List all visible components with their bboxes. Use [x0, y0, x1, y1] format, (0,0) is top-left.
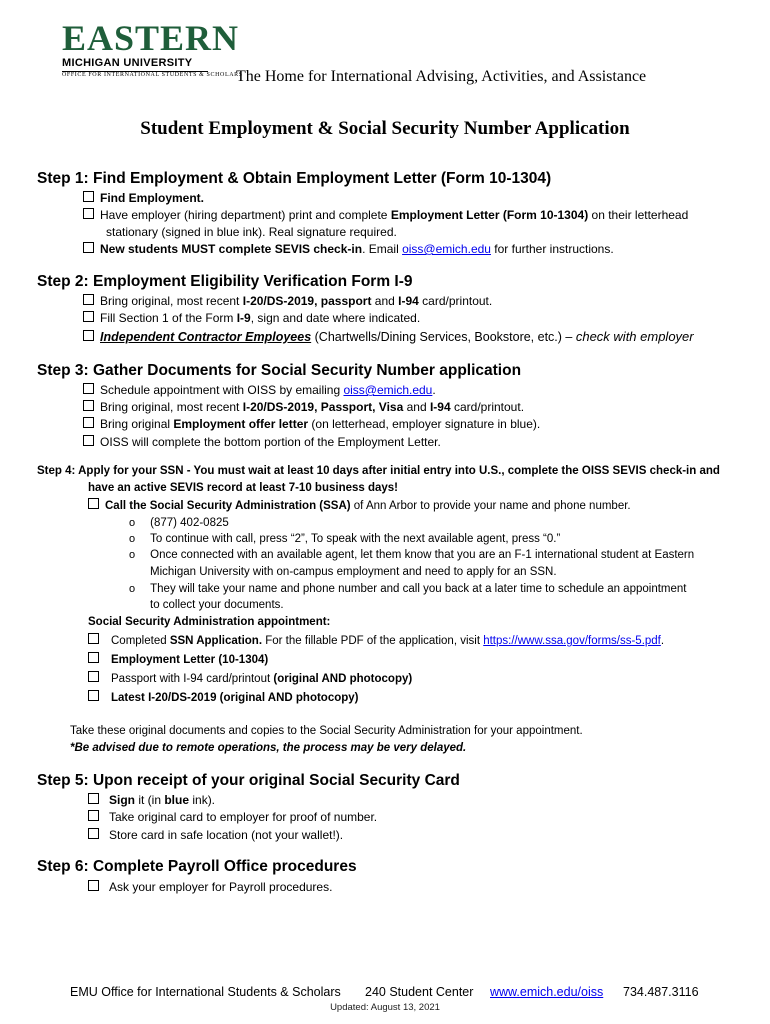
checkbox-icon	[88, 652, 99, 663]
step4-heading: Step 4: Apply for your SSN - You must wait at least 10 days after initial entry into U.S., complete the OISS SEVIS check-in and	[37, 465, 720, 477]
checkbox-icon	[88, 880, 99, 891]
page-title: Student Employment & Social Security Number Application	[140, 118, 630, 139]
step3-item: Bring original Employment offer letter (on letterhead, employer signature in blue).	[83, 416, 540, 433]
step1-heading: Step 1: Find Employment & Obtain Employment Letter (Form 10-1304)	[37, 170, 552, 187]
step5-item: Take original card to employer for proof of number.	[88, 809, 377, 826]
checkbox-icon	[88, 498, 99, 509]
ssa-form-link[interactable]: https://www.ssa.gov/forms/ss-5.pdf	[483, 635, 661, 647]
step2-item: Bring original, most recent I-20/DS-2019, passport and I-94 card/printout.	[83, 293, 492, 310]
step5-item: Store card in safe location (not your wallet!).	[88, 827, 343, 844]
footer-website-link[interactable]: www.emich.edu/oiss	[490, 985, 604, 999]
step2-heading: Step 2: Employment Eligibility Verification Form I-9	[37, 273, 413, 290]
checkbox-icon	[83, 330, 94, 341]
step3-heading: Step 3: Gather Documents for Social Security Number application	[37, 362, 522, 379]
step5-heading: Step 5: Upon receipt of your original Social Security Card	[37, 772, 460, 789]
step1-item: Have employer (hiring department) print and complete Employment Letter (Form 10-1304) on their letterhead	[83, 207, 688, 224]
step3-item: OISS will complete the bottom portion of the Employment Letter.	[83, 434, 441, 451]
checkbox-icon	[83, 383, 94, 394]
checkbox-icon	[83, 242, 94, 253]
step4-call: Call the Social Security Administration (SSA) of Ann Arbor to provide your name and phone number.	[88, 498, 631, 515]
checkbox-icon	[83, 400, 94, 411]
appointment-doc: Completed SSN Application. For the fillable PDF of the application, visit https://www.ssa.gov/forms/ss-5.pdf.	[88, 633, 664, 650]
appointment-doc: Passport with I-94 card/printout (original AND photocopy)	[88, 671, 412, 688]
step4-sub-cont: to collect your documents.	[150, 599, 284, 611]
checkbox-icon	[88, 810, 99, 821]
step2-item: Fill Section 1 of the Form I-9, sign and date where indicated.	[83, 310, 420, 327]
checkbox-icon	[83, 417, 94, 428]
step3-item: Bring original, most recent I-20/DS-2019, Passport, Visa and I-94 card/printout.	[83, 399, 524, 416]
checkbox-icon	[88, 690, 99, 701]
email-link[interactable]: oiss@emich.edu	[343, 383, 433, 397]
logo-subtitle: MICHIGAN UNIVERSITY	[62, 57, 193, 69]
email-link[interactable]: oiss@emich.edu	[402, 242, 491, 256]
appointment-doc: Latest I-20/DS-2019 (original AND photocopy)	[88, 690, 359, 707]
logo-office: OFFICE FOR INTERNATIONAL STUDENTS & SCHOLARS	[62, 72, 243, 78]
footer-phone: 734.487.3116	[623, 985, 699, 999]
checkbox-icon	[88, 633, 99, 644]
step4-sub: o They will take your name and phone number and call you back at a later time to schedule an appointment	[129, 583, 687, 595]
appointment-doc: Employment Letter (10-1304)	[88, 652, 268, 669]
step4-sub: o (877) 402-0825	[129, 517, 229, 529]
circle-bullet-icon: o	[129, 533, 136, 545]
checkbox-icon	[83, 435, 94, 446]
circle-bullet-icon: o	[129, 583, 136, 595]
checkbox-icon	[88, 671, 99, 682]
updated-date: Updated: August 13, 2021	[330, 1002, 440, 1013]
step1-item-cont: stationary (signed in blue ink). Real signature required.	[106, 225, 397, 239]
checkbox-icon	[88, 793, 99, 804]
circle-bullet-icon: o	[129, 549, 136, 561]
step1-item: New students MUST complete SEVIS check-in. Email oiss@emich.edu for further instructions.	[83, 241, 614, 258]
checkbox-icon	[88, 828, 99, 839]
step4-note: Take these original documents and copies to the Social Security Administration for your appointment.	[70, 725, 583, 737]
step4-sub: o To continue with call, press “2”, To speak with the next available agent, press “0.”	[129, 533, 561, 545]
step4-sub: o Once connected with an available agent, let them know that you are an F-1 international student at Eastern	[129, 549, 695, 561]
step1-item: Find Employment.	[83, 190, 204, 207]
tagline: The Home for International Advising, Activities, and Assistance	[236, 68, 647, 85]
step6-heading: Step 6: Complete Payroll Office procedures	[37, 858, 357, 875]
step2-item: Independent Contractor Employees (Chartwells/Dining Services, Bookstore, etc.) – check with employer	[83, 328, 694, 346]
footer-office: EMU Office for International Students & Scholars	[70, 985, 341, 999]
checkbox-icon	[83, 294, 94, 305]
logo-title: EASTERN	[62, 18, 240, 58]
appointment-heading: Social Security Administration appointment:	[88, 616, 331, 628]
checkbox-icon	[83, 191, 94, 202]
footer-address: 240 Student Center	[365, 985, 474, 999]
step4-sub-cont: Michigan University with on-campus employment and need to apply for an SSN.	[150, 566, 557, 578]
circle-bullet-icon: o	[129, 517, 136, 529]
step6-item: Ask your employer for Payroll procedures.	[88, 879, 332, 896]
checkbox-icon	[83, 208, 94, 219]
checkbox-icon	[83, 311, 94, 322]
step4-advisory: *Be advised due to remote operations, the process may be very delayed.	[70, 742, 467, 754]
step3-item: Schedule appointment with OISS by emailing oiss@emich.edu.	[83, 382, 436, 399]
step4-heading-cont: have an active SEVIS record at least 7-10 business days!	[88, 482, 399, 494]
step5-item: Sign it (in blue ink).	[88, 792, 215, 809]
